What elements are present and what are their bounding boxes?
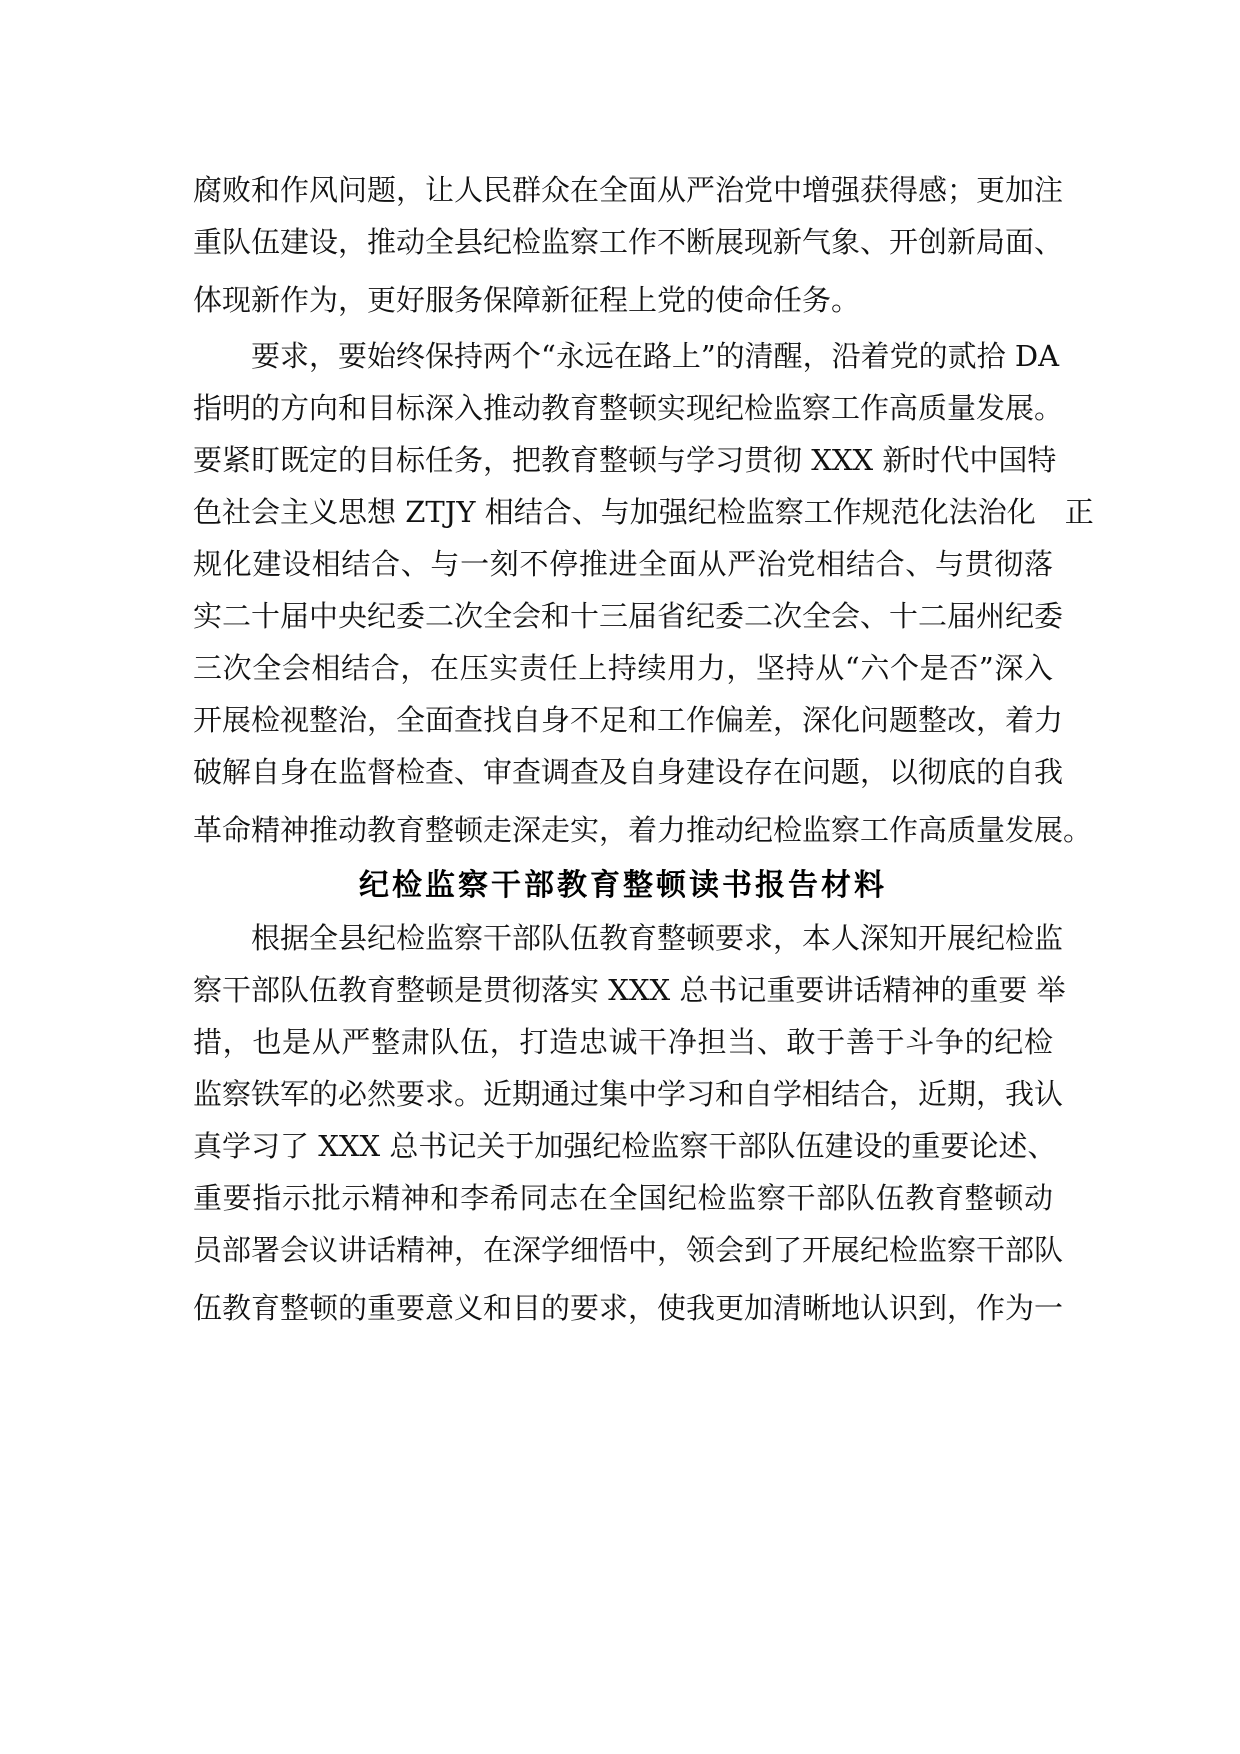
paragraph-line: 要求，要始终保持两个“永远在路上”的清醒，沿着党的贰拾 DA	[251, 339, 1060, 373]
paragraph-line: 体现新作为，更好服务保障新征程上党的使命任务。	[193, 283, 861, 317]
paragraph-line: 察干部队伍教育整顿是贯彻落实 XXX 总书记重要讲话精神的重要 举	[193, 973, 1066, 1007]
paragraph-line: 色社会主义思想 ZTJY 相结合、与加强纪检监察工作规范化法治化 正	[193, 495, 1094, 529]
paragraph-line: 要紧盯既定的目标任务，把教育整顿与学习贯彻 XXX 新时代中国特	[193, 443, 1057, 477]
paragraph-line: 根据全县纪检监察干部队伍教育整顿要求，本人深知开展纪检监	[251, 921, 1064, 955]
paragraph-line: 真学习了 XXX 总书记关于加强纪检监察干部队伍建设的重要论述、	[193, 1129, 1057, 1163]
paragraph-line: 指明的方向和目标深入推动教育整顿实现纪检监察工作高质量发展。	[193, 391, 1064, 425]
paragraph-line: 监察铁军的必然要求。近期通过集中学习和自学相结合，近期，我认	[193, 1077, 1064, 1111]
paragraph-line: 三次全会相结合，在压实责任上持续用力，坚持从“六个是否”深入	[193, 651, 1053, 685]
section-heading: 纪检监察干部教育整顿读书报告材料	[359, 868, 887, 903]
paragraph-line: 重队伍建设，推动全县纪检监察工作不断展现新气象、开创新局面、	[193, 225, 1064, 259]
paragraph-line: 革命精神推动教育整顿走深走实，着力推动纪检监察工作高质量发展。	[193, 813, 1093, 847]
paragraph-line: 腐败和作风问题，让人民群众在全面从严治党中增强获得感；更加注	[193, 173, 1064, 207]
paragraph-line: 伍教育整顿的重要意义和目的要求，使我更加清晰地认识到，作为一	[193, 1291, 1064, 1325]
paragraph-line: 实二十届中央纪委二次全会和十三届省纪委二次全会、十二届州纪委	[193, 599, 1064, 633]
paragraph-line: 措，也是从严整肃队伍，打造忠诚干净担当、敢于善于斗争的纪检	[193, 1025, 1053, 1059]
paragraph-line: 规化建设相结合、与一刻不停推进全面从严治党相结合、与贯彻落	[193, 547, 1053, 581]
paragraph-line: 重要指示批示精神和李希同志在全国纪检监察干部队伍教育整顿动	[193, 1181, 1053, 1215]
paragraph-line: 破解自身在监督检查、审查调查及自身建设存在问题，以彻底的自我	[193, 755, 1064, 789]
paragraph-line: 员部署会议讲话精神，在深学细悟中，领会到了开展纪检监察干部队	[193, 1233, 1064, 1267]
paragraph-line: 开展检视整治，全面查找自身不足和工作偏差，深化问题整改，着力	[193, 703, 1064, 737]
